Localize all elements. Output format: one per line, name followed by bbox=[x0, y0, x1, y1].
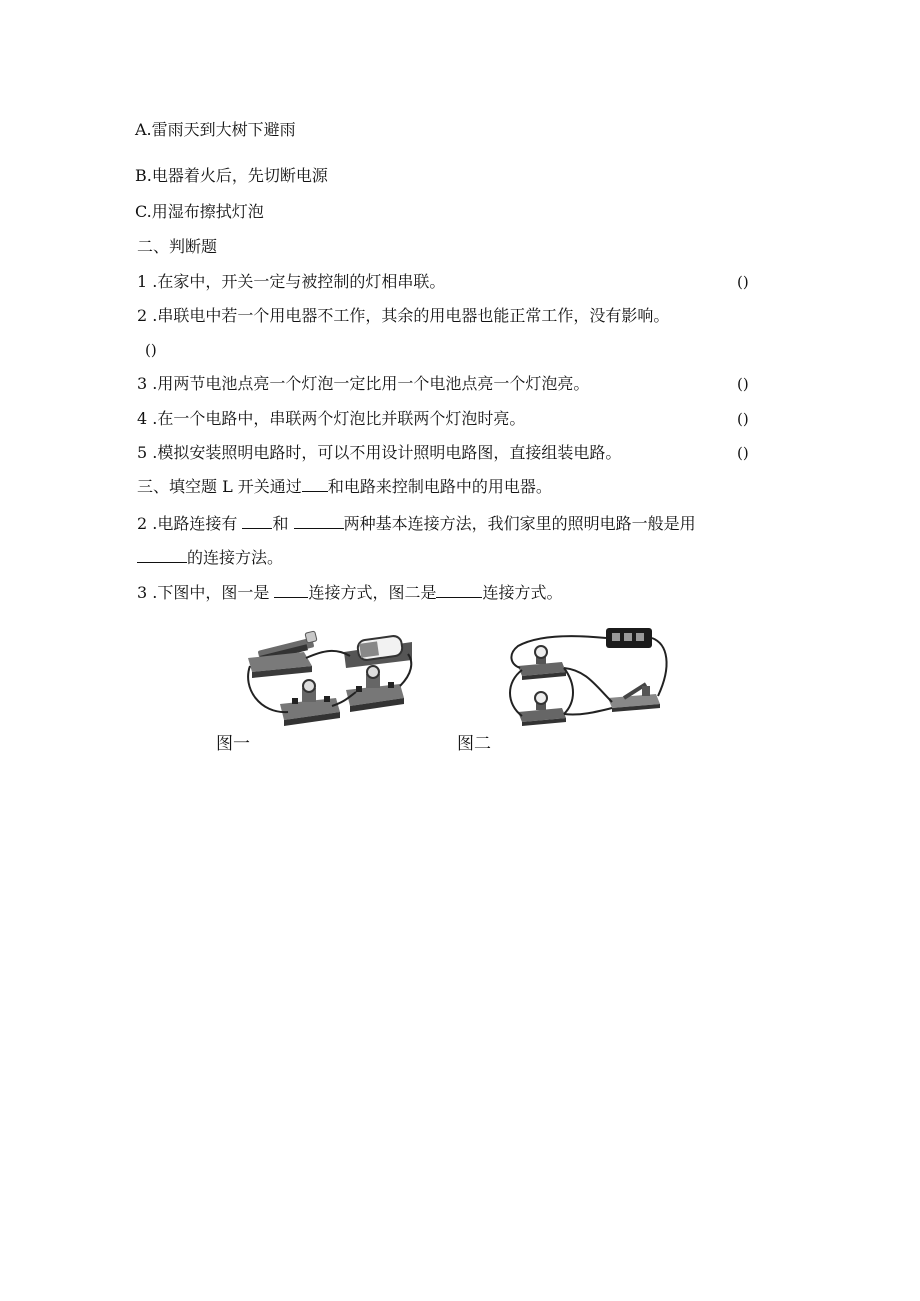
option-a: A.雷雨天到大树下避雨 bbox=[135, 120, 296, 139]
parallel-circuit-figure bbox=[496, 626, 671, 726]
judgement-item-2 bbox=[137, 306, 669, 326]
answer-paren-3: () bbox=[737, 375, 749, 393]
judgement-item-1 bbox=[137, 272, 445, 292]
judgement-item-4 bbox=[137, 409, 525, 429]
item-text: .在一个电路中，串联两个灯泡比并联两个灯泡时亮。 bbox=[152, 409, 526, 428]
answer-blank[interactable] bbox=[274, 583, 308, 598]
fill-item-2-continued: 的连接方法。 bbox=[137, 548, 283, 568]
answer-paren-2: () bbox=[145, 341, 157, 359]
answer-paren-4: () bbox=[737, 410, 749, 428]
answer-blank[interactable] bbox=[294, 514, 344, 529]
series-circuit-figure bbox=[240, 628, 415, 728]
item-number: 2 bbox=[137, 306, 148, 325]
bulb-holder-icon bbox=[518, 646, 566, 680]
judgement-item-5 bbox=[137, 443, 621, 463]
answer-blank[interactable] bbox=[302, 477, 328, 492]
section-fill-heading: 三、填空题 L 开关通过 和电路来控制电路中的用电器。 bbox=[137, 477, 552, 496]
section-judgement-heading: 二、判断题 bbox=[137, 237, 218, 256]
fill-item-2: 2 .电路连接有 和 两种基本连接方法，我们家里的照明电路一般是用 bbox=[137, 514, 696, 533]
item-text: .在家中，开关一定与被控制的灯相串联。 bbox=[152, 272, 446, 291]
answer-blank[interactable] bbox=[137, 548, 187, 563]
item-number: 3 bbox=[137, 374, 148, 393]
item-text: .模拟安装照明电路时，可以不用设计照明电路图，直接组装电路。 bbox=[152, 443, 622, 462]
bulb-holder-icon bbox=[280, 680, 340, 726]
answer-blank[interactable] bbox=[436, 583, 482, 598]
option-b: B.电器着火后，先切断电源 bbox=[135, 166, 328, 185]
fill-item-3: 3 .下图中，图一是 连接方式，图二是 连接方式。 bbox=[137, 583, 563, 602]
battery-box-icon bbox=[606, 628, 652, 648]
item-number: 5 bbox=[137, 443, 148, 462]
answer-blank[interactable] bbox=[242, 514, 272, 529]
bulb-holder-icon bbox=[518, 692, 566, 726]
answer-paren-5: () bbox=[737, 444, 749, 462]
switch-icon bbox=[608, 684, 660, 712]
item-text: .用两节电池点亮一个灯泡一定比用一个电池点亮一个灯泡亮。 bbox=[152, 374, 590, 393]
judgement-item-3 bbox=[137, 374, 589, 394]
battery-icon bbox=[344, 635, 412, 668]
item-number: 4 bbox=[137, 409, 148, 428]
item-number: 1 bbox=[137, 272, 148, 291]
item-text: .串联电中若一个用电器不工作，其余的用电器也能正常工作，没有影响。 bbox=[152, 306, 670, 325]
answer-paren-1: () bbox=[737, 273, 749, 291]
bulb-holder-icon bbox=[346, 666, 404, 712]
figure-1-caption: 图一 bbox=[216, 734, 250, 754]
option-c: C.用湿布擦拭灯泡 bbox=[135, 202, 264, 221]
figure-2-caption: 图二 bbox=[457, 734, 491, 754]
switch-base-icon bbox=[248, 652, 312, 678]
